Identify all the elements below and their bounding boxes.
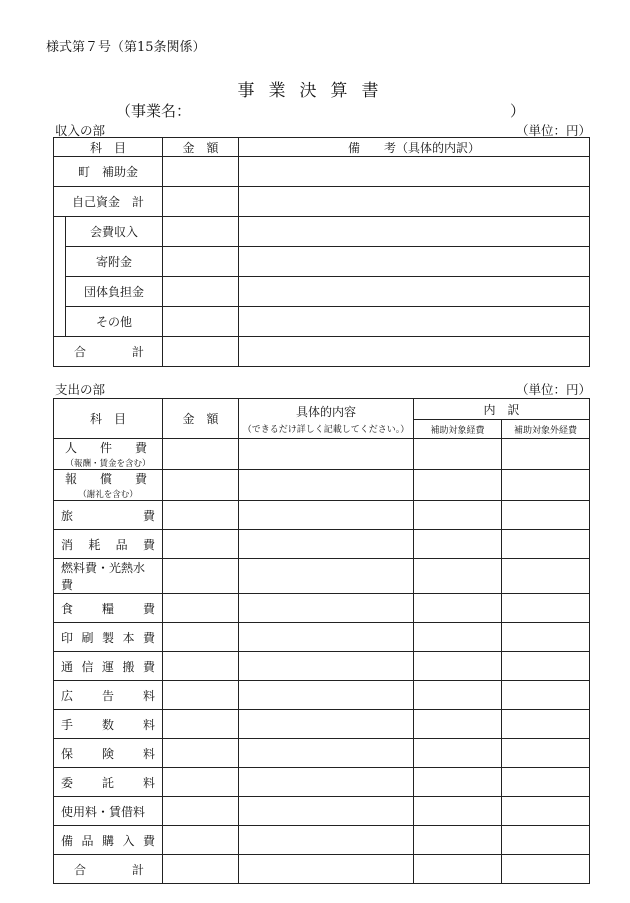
ineligible-cell[interactable]	[502, 652, 590, 681]
table-row	[54, 710, 590, 739]
amount-cell[interactable]	[163, 623, 239, 652]
expense-item-char: 料	[142, 746, 155, 761]
income-row-total	[54, 337, 163, 367]
ineligible-cell[interactable]	[502, 826, 590, 855]
amount-cell[interactable]	[163, 501, 239, 530]
ineligible-cell[interactable]	[502, 470, 590, 501]
table-row	[54, 768, 590, 797]
expense-item-char: 購	[101, 833, 114, 848]
expense-item-char: 手	[61, 717, 74, 732]
amount-cell[interactable]	[163, 681, 239, 710]
expense-item-char: 食	[61, 601, 74, 616]
expense-item-char: 費	[142, 659, 155, 674]
ineligible-cell[interactable]	[502, 501, 590, 530]
amount-cell[interactable]	[163, 530, 239, 559]
expense-body	[54, 439, 590, 855]
income-col-remarks: 備 考（具体的内訳）	[239, 138, 590, 157]
expense-item-label	[54, 739, 163, 768]
remarks-cell[interactable]	[239, 337, 590, 367]
details-cell[interactable]	[239, 797, 414, 826]
expense-item-char: 印	[61, 630, 74, 645]
expense-item-char: 入	[122, 833, 135, 848]
expense-item-char: 搬	[122, 659, 135, 674]
expense-item-char: 運	[101, 659, 114, 674]
income-section-title: 収入の部	[55, 123, 106, 138]
amount-cell[interactable]	[163, 277, 239, 307]
income-row-other: その他	[66, 307, 163, 337]
eligible-cell[interactable]	[414, 470, 502, 501]
table-row	[54, 826, 590, 855]
expense-col-eligible: 補助対象経費	[414, 420, 502, 439]
eligible-cell[interactable]	[414, 681, 502, 710]
table-row	[54, 217, 590, 247]
amount-cell[interactable]	[163, 247, 239, 277]
expense-item-char: 刷	[81, 630, 94, 645]
expense-item-char: 使用料・賃借料	[61, 804, 146, 819]
expense-item-char: 広	[61, 688, 74, 703]
table-row	[54, 739, 590, 768]
expense-unit-label: （単位：円）	[516, 382, 592, 397]
income-col-amount: 金 額	[163, 138, 239, 157]
expense-item-note: （謝礼を含む）	[78, 490, 138, 500]
expense-item-char: 費	[134, 441, 147, 455]
total-char: 合	[74, 862, 87, 877]
ineligible-cell[interactable]	[502, 855, 590, 884]
eligible-cell[interactable]	[414, 855, 502, 884]
remarks-cell[interactable]	[239, 187, 590, 217]
remarks-cell[interactable]	[239, 217, 590, 247]
expense-item-char: 本	[122, 630, 135, 645]
amount-cell[interactable]	[163, 826, 239, 855]
expense-item-char: 信	[81, 659, 94, 674]
expense-item-char: 費	[142, 833, 155, 848]
expense-item-label	[54, 439, 163, 470]
amount-cell[interactable]	[163, 652, 239, 681]
remarks-cell[interactable]	[239, 307, 590, 337]
expense-item-note: （報酬・賃金を含む）	[65, 459, 151, 469]
indent-spacer	[54, 217, 66, 337]
expense-item-label	[54, 559, 163, 594]
income-row-donations: 寄附金	[66, 247, 163, 277]
income-row-town-subsidy: 町 補助金	[54, 157, 163, 187]
remarks-cell[interactable]	[239, 247, 590, 277]
details-cell[interactable]	[239, 530, 414, 559]
eligible-cell[interactable]	[414, 594, 502, 623]
ineligible-cell[interactable]	[502, 594, 590, 623]
expense-item-char: 通	[61, 659, 74, 674]
expense-col-amount: 金 額	[163, 399, 239, 439]
amount-cell[interactable]	[163, 559, 239, 594]
income-row-group-contribution: 団体負担金	[66, 277, 163, 307]
expense-item-char: 償	[99, 472, 112, 486]
form-number: 様式第７号（第15条関係）	[46, 40, 206, 55]
ineligible-cell[interactable]	[502, 559, 590, 594]
table-row	[54, 337, 590, 367]
expense-col-details	[239, 399, 414, 439]
expense-item-label	[54, 594, 163, 623]
eligible-cell[interactable]	[414, 739, 502, 768]
amount-cell[interactable]	[163, 157, 239, 187]
details-cell[interactable]	[239, 501, 414, 530]
expense-item-char: 品	[115, 537, 128, 552]
details-cell[interactable]	[239, 470, 414, 501]
amount-cell[interactable]	[163, 710, 239, 739]
amount-cell[interactable]	[163, 337, 239, 367]
details-cell[interactable]	[239, 826, 414, 855]
expense-table	[53, 398, 590, 884]
expense-item-char: 耗	[88, 537, 101, 552]
expense-item-char: 費	[134, 472, 147, 486]
ineligible-cell[interactable]	[502, 623, 590, 652]
eligible-cell[interactable]	[414, 501, 502, 530]
expense-item-char: 託	[101, 775, 114, 790]
details-cell[interactable]	[239, 439, 414, 470]
details-cell[interactable]	[239, 559, 414, 594]
table-row	[54, 797, 590, 826]
amount-cell[interactable]	[163, 439, 239, 470]
business-name-label: （事業名：	[116, 102, 192, 120]
table-row	[54, 652, 590, 681]
expense-item-char: 料	[142, 775, 155, 790]
expense-item-char: 費	[142, 601, 155, 616]
eligible-cell[interactable]	[414, 768, 502, 797]
amount-cell[interactable]	[163, 594, 239, 623]
eligible-cell[interactable]	[414, 826, 502, 855]
expense-col-item: 科 目	[54, 399, 163, 439]
expense-row-total	[54, 855, 163, 884]
income-header-row	[54, 138, 590, 157]
details-cell[interactable]	[239, 623, 414, 652]
expense-item-label	[54, 623, 163, 652]
total-char: 合	[74, 345, 87, 359]
expense-item-char: 燃料費・光熱水費	[61, 561, 146, 592]
eligible-cell[interactable]	[414, 652, 502, 681]
details-cell[interactable]	[239, 710, 414, 739]
remarks-cell[interactable]	[239, 157, 590, 187]
expense-item-char: 費	[142, 508, 155, 523]
expense-item-label	[54, 710, 163, 739]
table-row	[54, 501, 590, 530]
details-cell[interactable]	[239, 594, 414, 623]
expense-item-char: 消	[61, 537, 74, 552]
expense-item-char: 告	[101, 688, 114, 703]
expense-item-char: 険	[101, 746, 114, 761]
remarks-cell[interactable]	[239, 277, 590, 307]
eligible-cell[interactable]	[414, 797, 502, 826]
table-row	[54, 530, 590, 559]
expense-item-char: 数	[101, 717, 114, 732]
amount-cell[interactable]	[163, 307, 239, 337]
details-cell[interactable]	[239, 768, 414, 797]
ineligible-cell[interactable]	[502, 797, 590, 826]
table-row	[54, 559, 590, 594]
amount-cell[interactable]	[163, 739, 239, 768]
expense-item-char: 人	[65, 441, 78, 455]
details-cell[interactable]	[239, 739, 414, 768]
expense-item-char: 料	[142, 717, 155, 732]
page-title: 事業決算書	[237, 81, 393, 101]
table-row	[54, 623, 590, 652]
expense-item-char: 費	[142, 537, 155, 552]
details-label: 具体的内容	[295, 404, 356, 419]
table-row	[54, 307, 590, 337]
expense-item-label	[54, 797, 163, 826]
table-row	[54, 681, 590, 710]
amount-cell[interactable]	[163, 768, 239, 797]
table-row	[54, 594, 590, 623]
expense-header-row	[54, 399, 590, 420]
table-row	[54, 439, 590, 470]
details-cell[interactable]	[239, 681, 414, 710]
details-cell[interactable]	[239, 855, 414, 884]
table-row	[54, 187, 590, 217]
expense-section-title: 支出の部	[55, 382, 106, 397]
eligible-cell[interactable]	[414, 623, 502, 652]
business-name-close: ）	[510, 102, 526, 120]
expense-col-breakdown: 内 訳	[414, 399, 590, 420]
ineligible-cell[interactable]	[502, 530, 590, 559]
details-hint: （できるだけ詳しく記載してください。）	[242, 424, 410, 435]
expense-item-char: 製	[101, 630, 114, 645]
expense-item-label	[54, 501, 163, 530]
income-unit-label: （単位：円）	[516, 123, 592, 138]
expense-item-char: 委	[61, 775, 74, 790]
expense-item-char: 保	[61, 746, 74, 761]
expense-item-char: 旅	[61, 508, 74, 523]
expense-item-char: 費	[142, 630, 155, 645]
expense-col-ineligible: 補助対象外経費	[502, 420, 590, 439]
expense-item-char: 品	[81, 833, 94, 848]
expense-item-char: 糧	[101, 601, 114, 616]
amount-cell[interactable]	[163, 797, 239, 826]
table-row	[54, 470, 590, 501]
amount-cell[interactable]	[163, 187, 239, 217]
table-row	[54, 157, 590, 187]
expense-item-label	[54, 768, 163, 797]
income-row-own-funds-total: 自己資金 計	[54, 187, 163, 217]
expense-item-label	[54, 826, 163, 855]
ineligible-cell[interactable]	[502, 739, 590, 768]
table-row	[54, 247, 590, 277]
expense-item-label	[54, 681, 163, 710]
income-table	[53, 137, 590, 367]
ineligible-cell[interactable]	[502, 768, 590, 797]
total-char: 計	[131, 862, 144, 877]
expense-item-label	[54, 470, 163, 501]
expense-item-label	[54, 530, 163, 559]
ineligible-cell[interactable]	[502, 681, 590, 710]
eligible-cell[interactable]	[414, 710, 502, 739]
details-cell[interactable]	[239, 652, 414, 681]
expense-item-label	[54, 652, 163, 681]
expense-item-char: 件	[99, 441, 112, 455]
ineligible-cell[interactable]	[502, 710, 590, 739]
income-col-item: 科 目	[54, 138, 163, 157]
expense-item-char: 料	[142, 688, 155, 703]
income-row-membership-fees: 会費収入	[66, 217, 163, 247]
expense-item-char: 報	[65, 472, 78, 486]
ineligible-cell[interactable]	[502, 439, 590, 470]
amount-cell[interactable]	[163, 855, 239, 884]
eligible-cell[interactable]	[414, 439, 502, 470]
total-char: 計	[132, 345, 145, 359]
amount-cell[interactable]	[163, 217, 239, 247]
table-row	[54, 855, 590, 884]
eligible-cell[interactable]	[414, 530, 502, 559]
amount-cell[interactable]	[163, 470, 239, 501]
table-row	[54, 277, 590, 307]
expense-item-char: 備	[61, 833, 74, 848]
eligible-cell[interactable]	[414, 559, 502, 594]
